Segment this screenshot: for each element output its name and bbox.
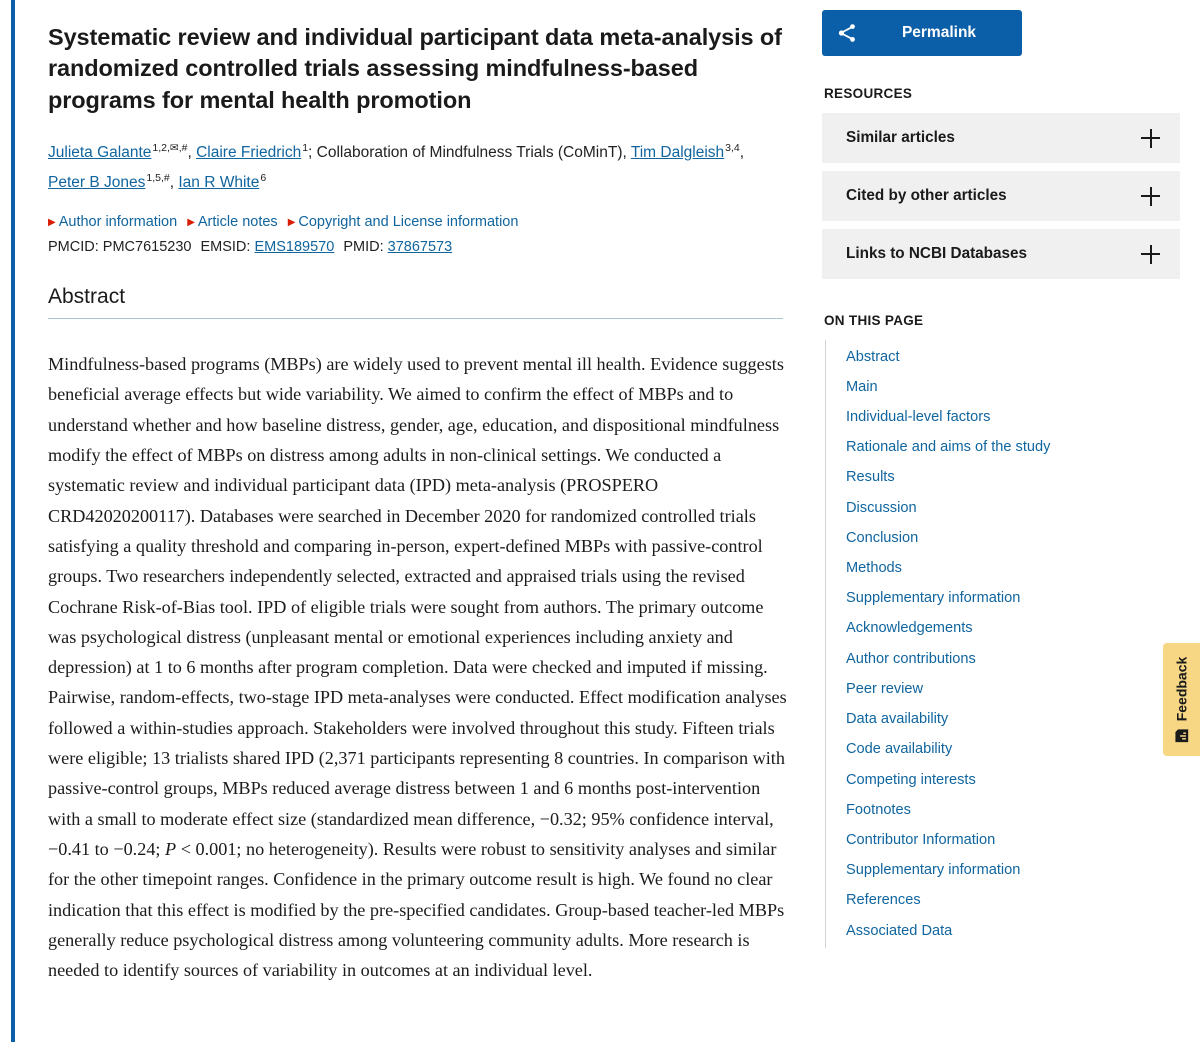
nav-item-individual-level-factors[interactable]: Individual-level factors: [846, 408, 991, 425]
author-affiliation-marker: 1,2,✉,#: [152, 141, 188, 154]
article-info-links: [48, 214, 788, 230]
nav-item-author-contributions[interactable]: Author contributions: [846, 650, 976, 667]
feedback-tab[interactable]: [1163, 643, 1200, 756]
sidebar-column: [808, 0, 1200, 948]
pmid-link[interactable]: 37867573: [387, 239, 453, 256]
abstract-p-value-symbol: P: [165, 838, 177, 859]
author-separator: ,: [739, 143, 745, 161]
pmcid-value: PMC7615230: [102, 239, 192, 256]
pmid-label: PMID:: [343, 239, 384, 256]
nav-item-discussion[interactable]: Discussion: [846, 499, 917, 516]
share-icon: [836, 22, 858, 44]
resources-heading: RESOURCES: [824, 86, 913, 101]
accordion-label: Cited by other articles: [846, 187, 1007, 204]
triangle-marker-icon: ▶: [48, 217, 56, 229]
author-affiliation-marker: 1: [302, 141, 309, 154]
accordion-label: Links to NCBI Databases: [846, 245, 1028, 262]
nav-item-supplementary-information[interactable]: Supplementary information: [846, 590, 1021, 607]
on-this-page-nav: [825, 340, 1180, 948]
nav-item-competing-interests[interactable]: Competing interests: [846, 771, 976, 788]
nav-item-main[interactable]: Main: [846, 378, 878, 395]
page-title: Systematic review and individual participant data meta-analysis of randomized controlled trials assessing mindfulness-based programs for mental health promotion: [48, 24, 782, 113]
nav-item-supplementary-information-2[interactable]: Supplementary information: [846, 862, 1021, 879]
author-link-tim-dalgleish[interactable]: Tim Dalgleish: [630, 143, 725, 161]
resources-accordion: [822, 113, 1180, 279]
feedback-tab-content: [1174, 656, 1190, 743]
nav-item-contributor-information[interactable]: Contributor Information: [846, 832, 996, 848]
author-list: [48, 138, 778, 198]
accordion-item-similar-articles[interactable]: [822, 113, 1180, 163]
nav-item-rationale-and-aims-of-the-study[interactable]: Rationale and aims of the study: [846, 439, 1051, 456]
nav-item-references[interactable]: References: [846, 892, 921, 909]
nav-item-data-availability[interactable]: Data availability: [846, 711, 949, 728]
nav-item-associated-data[interactable]: Associated Data: [846, 922, 953, 939]
nav-item-code-availability[interactable]: Code availability: [846, 741, 953, 758]
on-this-page-heading: ON THIS PAGE: [824, 313, 924, 328]
nav-item-peer-review[interactable]: Peer review: [846, 680, 924, 697]
author-link-ian-r-white[interactable]: Ian R White: [178, 173, 260, 191]
author-affiliation-marker: 3,4: [725, 141, 740, 154]
author-link-julieta-galante[interactable]: Julieta Galante: [48, 143, 152, 161]
author-affiliation-marker: 1,5,#: [146, 171, 170, 184]
permalink-button[interactable]: [822, 10, 1022, 56]
feedback-tab-label: Feedback: [1173, 656, 1190, 721]
copyright-license-link[interactable]: Copyright and License information: [298, 214, 519, 231]
triangle-marker-icon: ▶: [187, 217, 195, 229]
emsid-link[interactable]: EMS189570: [254, 239, 335, 256]
abstract-text: [48, 349, 788, 985]
accordion-item-cited-by-other-articles[interactable]: [822, 171, 1180, 221]
nav-item-acknowledgements[interactable]: Acknowledgements: [846, 620, 973, 637]
survey-chart-icon: [1174, 728, 1189, 743]
author-link-peter-b-jones[interactable]: Peter B Jones: [48, 173, 146, 191]
abstract-heading: Abstract: [48, 285, 783, 319]
nav-item-conclusion[interactable]: Conclusion: [846, 529, 919, 546]
author-group-comint: Collaboration of Mindfulness Trials (CoMinT): [316, 143, 623, 161]
accordion-label: Similar articles: [846, 129, 955, 146]
abstract-part-one: Mindfulness-based programs (MBPs) are widely used to prevent mental ill health. Evidence suggests beneficial average effects but wide variability. We aimed to confirm the effect of MBPs and to understand whether and how baseline distress, gender, age, education, and dispositional mindfulness modify the effect of MBPs on distress among adults in non-clinical settings. We conducted a systematic review and individual participant data (IPD) meta-analysis (PROSPERO CRD42020200117). Databases were searched in December 2020 for randomized controlled trials satisfying a quality threshold and comparing in-person, expert-defined MBPs with passive-control groups. Two researchers independently selected, extracted and appraised trials using the revised Cochrane Risk-of-Bias tool. IPD of eligible trials were sought from authors. The primary outcome was psychological distress (unpleasant mental or emotional experiences including anxiety and depression) at 1 to 6 months after program completion. Data were checked and imputed if missing. Pairwise, random-effects, two-stage IPD meta-analyses were conducted. Effect modification analyses followed a within-studies approach. Stakeholders were involved throughout this study. Fifteen trials were eligible; 13 trialists shared IPD (2,371 participants representing 8 countries. In comparison with passive-control groups, MBPs reduced average distress between 1 and 6 months post-intervention with a small to moderate effect size (standardized mean difference, −0.32; 95% confidence interval, −0.41 to −0.24;: [48, 354, 787, 859]
author-separator: ,: [187, 143, 197, 161]
accordion-item-links-to-ncbi-databases[interactable]: [822, 229, 1180, 279]
nav-item-methods[interactable]: Methods: [846, 560, 902, 577]
author-link-claire-friedrich[interactable]: Claire Friedrich: [196, 143, 302, 161]
article-identifiers: [48, 239, 788, 255]
triangle-marker-icon: ▶: [287, 217, 296, 229]
permalink-button-label: Permalink: [901, 24, 977, 41]
abstract-part-two: < 0.001; no heterogeneity). Results were robust to sensitivity analyses and similar for the other timepoint ranges. Confidence in the primary outcome result is high. We found no clear indication that this effect is modified by the pre-specified candidates. Group-based teacher-led MBPs generally reduce psychological distress among volunteering community adults. More research is needed to identify sources of variability in outcomes at an individual level.: [48, 838, 785, 981]
nav-item-abstract[interactable]: Abstract: [846, 348, 900, 365]
author-separator: ,: [169, 173, 179, 191]
nav-item-results[interactable]: Results: [846, 469, 895, 486]
pmcid-label: PMCID:: [48, 239, 99, 256]
nav-item-footnotes[interactable]: Footnotes: [846, 801, 911, 818]
author-affiliation-marker: 6: [260, 171, 267, 184]
author-separator: ,: [622, 143, 631, 161]
plus-icon[interactable]: [1141, 187, 1160, 206]
plus-icon[interactable]: [1141, 245, 1160, 264]
author-information-link[interactable]: Author information: [58, 214, 178, 231]
author-separator: ;: [308, 143, 317, 161]
emsid-label: EMSID:: [200, 239, 251, 256]
plus-icon[interactable]: [1141, 129, 1160, 148]
article-notes-link[interactable]: Article notes: [197, 214, 278, 231]
